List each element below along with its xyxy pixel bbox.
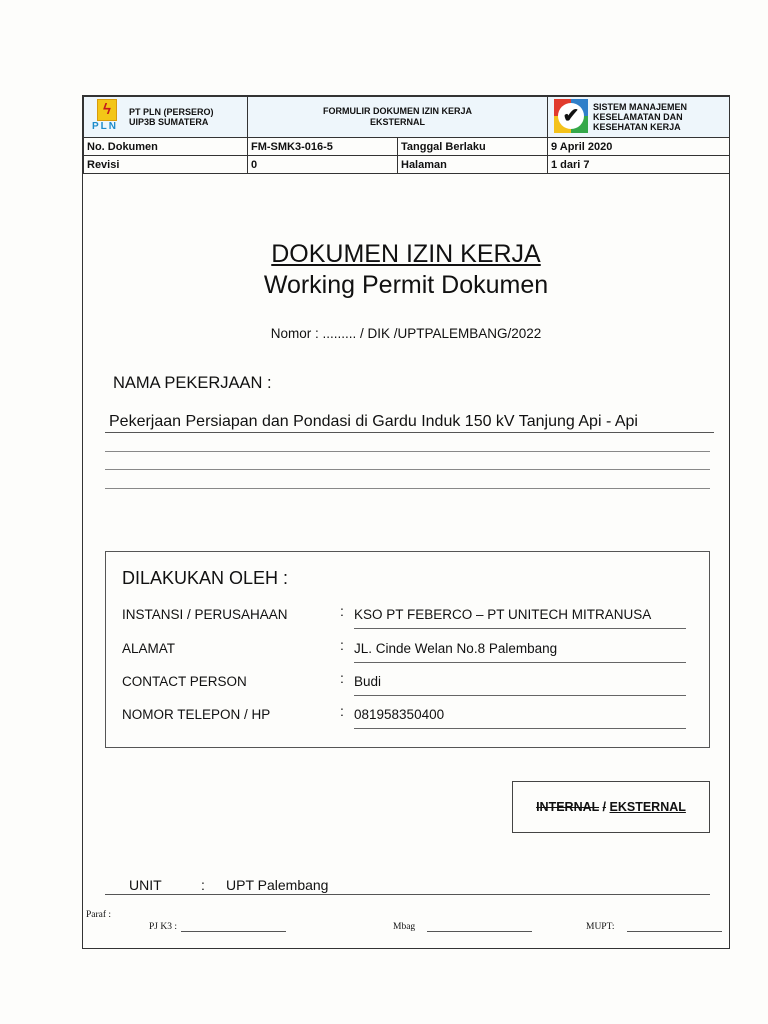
job-blank-line[interactable]	[105, 469, 710, 470]
mupt-label: MUPT:	[586, 922, 615, 932]
document-subtitle: Working Permit Dokumen	[263, 271, 549, 299]
colon: :	[340, 603, 344, 619]
smk-line3: KESEHATAN KERJA	[593, 122, 681, 132]
pln-logo	[90, 99, 124, 135]
colon: :	[340, 670, 344, 686]
phone-row	[122, 704, 697, 726]
smk-line1: SISTEM MANAJEMEN	[593, 102, 688, 112]
phone-label: NOMOR TELEPON / HP	[122, 707, 271, 722]
mbag-signature	[393, 922, 532, 934]
address-row	[122, 638, 697, 660]
lightning-icon: ϟ	[103, 101, 111, 118]
company-label: INSTANSI / PERUSAHAAN	[122, 607, 288, 622]
document-title: DOKUMEN IZIN KERJA	[271, 240, 541, 268]
page-value: 1 dari 7	[548, 156, 730, 174]
form-title-cell	[248, 97, 548, 138]
document-number: Nomor : ......... / DIK /UPTPALEMBANG/2022	[270, 326, 542, 341]
performed-by-box	[105, 551, 710, 748]
colon: :	[201, 877, 205, 893]
form-sheet	[82, 95, 730, 949]
mupt-signature	[586, 922, 722, 934]
effective-date-label: Tanggal Berlaku	[398, 138, 548, 156]
unit-label: UNIT	[129, 877, 162, 893]
effective-date-value: 9 April 2020	[548, 138, 730, 156]
company-name: PT PLN (PERSERO)	[129, 107, 214, 117]
revision-label: Revisi	[84, 156, 248, 174]
unit-row	[105, 876, 710, 895]
address-label: ALAMAT	[122, 641, 176, 656]
colon: :	[340, 637, 344, 653]
colon: :	[340, 703, 344, 719]
mupt-signature-line[interactable]	[627, 931, 722, 932]
mbag-signature-line[interactable]	[427, 931, 532, 932]
revision-value: 0	[248, 156, 398, 174]
mbag-label: Mbag	[393, 922, 416, 932]
company-row	[122, 604, 697, 626]
internal-option[interactable]: INTERNAL	[536, 800, 600, 814]
doc-no-label: No. Dokumen	[84, 138, 248, 156]
form-title-line2: EKSTERNAL	[369, 117, 425, 127]
smk3-logo	[554, 99, 588, 133]
address-field[interactable]: JL. Cinde Welan No.8 Palembang	[354, 641, 686, 663]
job-name-label: NAMA PEKERJAAN :	[113, 374, 272, 392]
company-unit: UIP3B SUMATERA	[129, 117, 209, 127]
option-separator: /	[602, 800, 607, 814]
unit-field[interactable]: UPT Palembang	[226, 877, 329, 893]
job-blank-line[interactable]	[105, 451, 710, 452]
pjk3-label: PJ K3 :	[149, 922, 177, 932]
smk-line2: KESELAMATAN DAN	[593, 112, 683, 122]
pjk3-signature-line[interactable]	[181, 931, 286, 932]
phone-field[interactable]: 081958350400	[354, 707, 686, 729]
pjk3-signature	[149, 922, 286, 934]
form-title-line1: FORMULIR DOKUMEN IZIN KERJA	[323, 106, 472, 116]
pln-logo-text: PLN	[92, 121, 118, 132]
check-icon: ✔	[558, 103, 584, 129]
company-field[interactable]: KSO PT FEBERCO – PT UNITECH MITRANUSA	[354, 607, 686, 629]
contact-row	[122, 671, 697, 693]
performed-by-title: DILAKUKAN OLEH :	[122, 568, 289, 588]
internal-external-box	[512, 781, 710, 833]
job-name-field[interactable]: Pekerjaan Persiapan dan Pondasi di Gardu Induk 150 kV Tanjung Api - Api	[105, 412, 714, 433]
external-option[interactable]: EKSTERNAL	[609, 800, 686, 814]
contact-label: CONTACT PERSON	[122, 674, 247, 689]
job-blank-line[interactable]	[105, 488, 710, 489]
header-table	[83, 96, 730, 174]
company-cell	[84, 97, 248, 138]
smk-cell	[548, 97, 730, 138]
paraf-label: Paraf :	[86, 910, 112, 920]
page-label: Halaman	[398, 156, 548, 174]
doc-no-value: FM-SMK3-016-5	[248, 138, 398, 156]
contact-field[interactable]: Budi	[354, 674, 686, 696]
